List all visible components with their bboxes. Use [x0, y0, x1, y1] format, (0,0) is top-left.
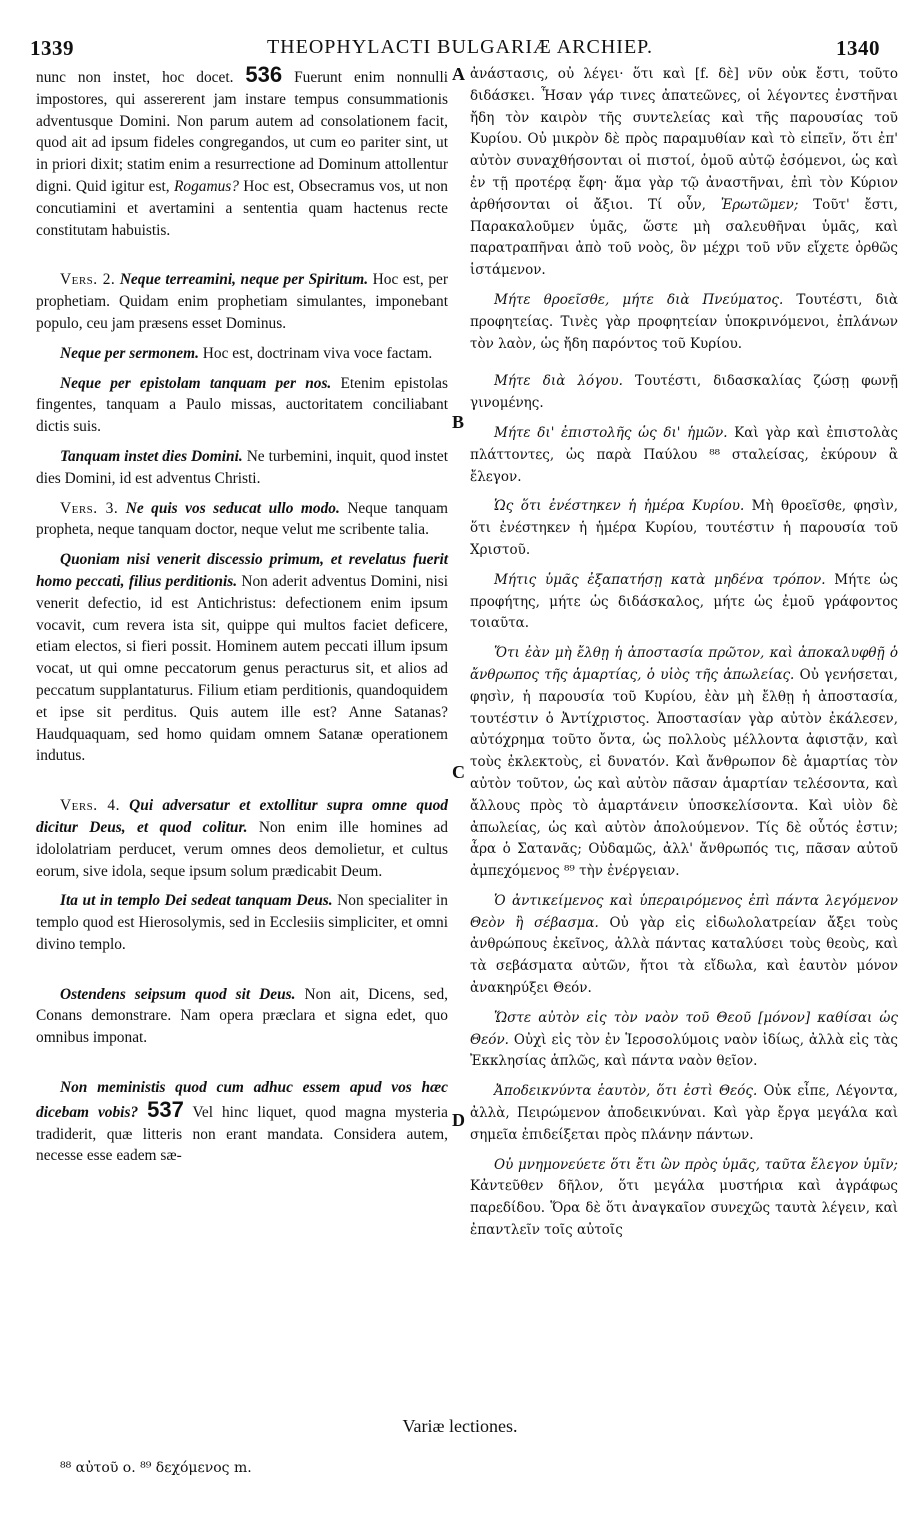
lemma: Ὥστε αὐτὸν εἰς τὸν ναὸν τοῦ Θεοῦ [μόνον] καθίσαι ὡς Θεόν. — [470, 1009, 898, 1048]
lemma: Ὅτι ἐὰν μὴ ἔλθῃ ἡ ἀποστασία πρῶτον, καὶ ἀποκαλυφθῇ ὁ ἄνθρωπος τῆς ἁμαρτίας, ὁ υἱὸς τῆς ἀπωλείας. — [470, 645, 898, 683]
text: Οὐ γενήσεται, φησὶν, ἡ παρουσία τοῦ Κυρίου, ἐὰν μὴ ἔλθῃ ἡ ἀποστασία, τουτέστιν ὁ Ἀντίχριστος. Ἀποστασίαν γὰρ αὐτὸν ἐκάλεσεν, αὐτόχρημα τοῦτο ὄντα, ὡς πολλοὺς μέλλοντα ἀφιστᾷν, καὶ τοὺς ἐκλεκτοὺς, εἰ δυνατόν. Καὶ ἄνθρωπον δὲ ἁμαρτίας τὸν αὐτὸν τοῦτον, ὡς καὶ αὐτὸν πᾶσαν ἁμαρτίαν τελέσοντα, καὶ ἄλλους πρὸς τὸ ἁμαρτάνειν ὑποσκελίσοντα. Καὶ υἱὸν δὲ ἀπωλείας, ὡς καὶ αὐτὸν ἀπολούμενον. Τίς δὲ οὗτός ἐστιν; ἆρα ὁ Σατανᾶς; Οὐδαμῶς, ἀλλ' ἄνθρωπός τις, πᾶσαν αὐτοῦ ἀμπεχόμενος ⁸⁹ τὴν ἐνέργειαν. — [470, 666, 898, 880]
page-number-left: 1339 — [30, 36, 74, 60]
greek-paragraph — [470, 496, 898, 561]
text: Μήτε ὡς προφήτης, μήτε ὡς διδάσκαλος, μήτε ὡς ἐμοῦ γράφοντος τοιαῦτα. — [470, 571, 898, 632]
lemma: Neque terreamini, neque per Spiritum. — [119, 271, 369, 289]
margin-letter-c: C — [452, 762, 465, 782]
lemma: Ostendens seipsum quod sit Deus. — [60, 985, 296, 1003]
lemma: Neque per sermonem. — [60, 344, 199, 362]
latin-paragraph — [36, 549, 448, 767]
page-header — [0, 26, 920, 66]
lemma: Neque per epistolam tanquam per nos. — [60, 374, 332, 392]
latin-column — [36, 64, 448, 1167]
lemma: Μήτις ὑμᾶς ἐξαπατήσῃ κατὰ μηδένα τρόπον. — [494, 571, 826, 588]
text: Οὐχὶ εἰς τὸν ἐν Ἱεροσολύμοις ναὸν ἰδίως, ἀλλὰ εἰς τὰς Ἐκκλησίας ἁπλῶς, καὶ πάντα ναὸν θεῖον. — [470, 1031, 898, 1070]
text: Non ait, Dicens, sed, Conans demonstrare. Nam opera præclara et signa edet, quo omnibus imponat. — [36, 985, 448, 1047]
text: Non aderit adventus Domini, nisi venerit defectio, id est Antichristus: defectionem enim ipsum vocavit, cum revera ista sit, quippe qui multos faciet deficere, etiam electos, si fieri possit. Hominem autem peccati illum ipsum vocat, ut qui omne peccatorum genus peracturus sit, et alios ad peccatum supplantaturus. Filium etiam perditionis, quandoquidem et ipse sit perditus. Quis autem ille est? Anne Satanas? Haudquaquam, sed homo quidam omnem Satanæ operationem indutus. — [36, 572, 448, 765]
latin-paragraph — [36, 343, 448, 365]
greek-paragraph — [470, 290, 898, 355]
column-number: 536 — [245, 62, 283, 87]
lemma: Quoniam nisi venerit discessio primum, et revelatus fuerit homo peccati, filius perditionis. — [36, 551, 448, 590]
lemma: Ὡς ὅτι ἐνέστηκεν ἡ ἡμέρα Κυρίου. — [494, 498, 745, 515]
greek-paragraph — [470, 1008, 898, 1073]
page-number-right: 1340 — [836, 36, 880, 60]
text: Τοῦτ' ἔστι, Παρακαλοῦμεν ὑμᾶς, ὥστε μὴ σαλευθῆναι ὑμᾶς, καὶ παρατραπῆναι ἀπὸ τοῦ νοὸς, ὃν μέχρι τοῦ νῦν εἴχετε ὀρθῶς ἱστάμενον. — [470, 196, 898, 279]
text: Non specialiter in templo quod est Hierosolymis, sed in Ecclesiis simpliciter, et omni divino templo. — [36, 892, 448, 953]
latin-paragraph — [36, 1077, 448, 1167]
verse-label: Vers. 3. — [60, 499, 119, 517]
text: Hoc est, per prophetiam. Quidam enim prophetiam simulantes, imponebant populo, ceu jam præsens esset Dominus. — [36, 271, 448, 332]
margin-letter-a: A — [452, 64, 465, 84]
variae-lectiones-heading: Variæ lectiones. — [402, 1416, 518, 1436]
footnotes: ⁸⁸ αὐτοῦ ο. ⁸⁹ δεχόμενος m. — [60, 1460, 252, 1476]
lemma: Ἀποδεικνύντα ἑαυτὸν, ὅτι ἐστὶ Θεός. — [494, 1083, 758, 1100]
text: Hoc est, doctrinam viva voce factam. — [198, 344, 433, 362]
text: Μὴ θροεῖσθε, φησὶν, ὅτι ἐνέστηκεν ἡ ἡμέρα Κυρίου, τουτέστιν ἡ παρουσία τοῦ Χριστοῦ. — [470, 498, 898, 558]
greek-paragraph — [470, 1081, 898, 1146]
verse-label: Vers. 2. — [60, 271, 116, 289]
lemma: Μήτε δι' ἐπιστολῆς ὡς δι' ἡμῶν. — [494, 424, 728, 441]
lemma: Qui adversatur et extollitur supra omne quod dicitur Deus, et quod colitur. — [36, 797, 448, 836]
latin-paragraph — [36, 446, 448, 490]
latin-paragraph — [36, 795, 448, 882]
latin-paragraph — [36, 890, 448, 955]
lemma: Οὐ μνημονεύετε ὅτι ἔτι ὢν πρὸς ὑμᾶς, ταῦτα ἔλεγον ὑμῖν; — [494, 1156, 898, 1173]
greek-paragraph — [470, 570, 898, 635]
text: Hoc est, Obsecramus vos, ut non concutiamini et avertamini a sententia quam hactenus recte constitutam habuistis. — [36, 177, 449, 239]
text: Τουτέστι, διὰ προφητείας. Τινὲς γὰρ προφητείαν ὑποκρινόμενοι, ἐπλάνων τὸν λαὸν, ὡς ἤδη παρόντος τοῦ Κυρίου. — [470, 291, 898, 352]
text: Οὐκ εἶπε, Λέγοντα, ἀλλὰ, Πειρώμενον ἀποδεικνύναι. Καὶ γὰρ ἔργα μεγάλα καὶ σημεῖα ἐπιδείξεται πρὸς πλάνην πάντων. — [470, 1083, 898, 1143]
verse-label: Vers. 4. — [60, 797, 120, 815]
greek-paragraph — [470, 891, 898, 1000]
latin-paragraph — [36, 498, 448, 542]
margin-letter-b: B — [452, 412, 465, 432]
latin-paragraph — [36, 269, 448, 334]
text: Fuerunt enim nonnulli impostores, qui assererent jam instare tempus consummationis adventusque Domini. Non parum autem ad consolationem facit, quod ait ad ipsum fideles congregandos, ut cum eo pariter sint, ut in priori dixit; statim enim a resurrectione ad Dominum attollentur digni. Quid igitur est, — [36, 69, 448, 195]
lemma: Ita ut in templo Dei sedeat tanquam Deus. — [60, 892, 333, 910]
lemma: Ne quis vos seducat ullo modo. — [125, 499, 340, 517]
greek-paragraph — [470, 64, 898, 282]
greek-paragraph — [470, 1155, 898, 1242]
lemma: Μήτε διὰ λόγου. — [494, 373, 623, 390]
running-title: THEOPHYLACTI BULGARIÆ ARCHIEP. — [266, 36, 654, 58]
text: Ne turbemini, inquit, quod instet dies Domini, id est adventus Christi. — [36, 447, 448, 487]
text: nunc non instet, hoc docet. — [36, 69, 246, 86]
text: Neque tanquam propheta, neque tanquam doctor, neque velut me scribente talia. — [36, 499, 448, 539]
lemma: Μήτε θροεῖσθε, μήτε διὰ Πνεύματος. — [494, 291, 784, 308]
text: Οὐ γὰρ εἰς εἰδωλολατρείαν ἄξει τοὺς ἀνθρώπους ἐκεῖνος, ἀλλὰ πάντας καταλύσει τοὺς θεοὺς, καὶ τὰ σεβάσματα αὐτῶν, ἤτοι τὰ εἴδωλα, καὶ ἑαυτὸν μόνον ἀνακηρύξει Θεόν. — [470, 914, 898, 997]
latin-paragraph — [36, 373, 448, 438]
latin-paragraph — [36, 984, 448, 1049]
text: Κἀντεῦθεν δῆλον, ὅτι μεγάλα μυστήρια καὶ ἀγράφως παρεδίδου. Ὅρα δὲ ὅτι ἀναγκαῖον συνεχῶς ταυτὰ λέγειν, καὶ ἐπαντλεῖν τοῖς αὐτοῖς — [470, 1178, 898, 1239]
column-number: 537 — [147, 1096, 184, 1122]
margin-letter-d: D — [452, 1110, 465, 1130]
lemma: Non meministis quod cum adhuc essem apud vos hæc dicebam vobis? — [36, 1079, 448, 1121]
latin-paragraph — [36, 64, 448, 241]
lemma: Rogamus? — [173, 177, 239, 195]
lemma: Ὁ ἀντικείμενος καὶ ὑπεραιρόμενος ἐπὶ πάντα λεγόμενον Θεὸν ἢ σέβασμα. — [470, 892, 898, 931]
text: Καὶ γὰρ καὶ ἐπιστολὰς πλάττοντες, ὡς παρὰ Παύλου ⁸⁸ σταλείσας, ἐκύρουν ἃ ἔλεγον. — [470, 424, 898, 485]
text: Τουτέστι, διδασκαλίας ζώσῃ φωνῇ γινομένης. — [470, 373, 898, 412]
text: Etenim epistolas fingentes, tanquam a Paulo missas, auctoritatem conciliabant dictis suis. — [36, 374, 448, 436]
text: Vel hinc liquet, quod magna mysteria tradiderit, quæ litteris non erant mandata. Considera autem, necesse esse eadem sæ- — [36, 1103, 448, 1165]
text: Non enim ille homines ad idololatriam perducet, verum omnes deos demolietur, et cultus eorum, sive idola, seque ipsum solum prædicabit Deum. — [36, 818, 449, 880]
greek-paragraph — [470, 423, 898, 488]
lemma: Ἐρωτῶμεν; — [720, 196, 799, 213]
lemma: Tanquam instet dies Domini. — [60, 447, 243, 465]
text: ἀνάστασις, οὐ λέγει· ὅτι καὶ [f. δὲ] νῦν οὐκ ἔστι, τοῦτο διδάσκει. Ἦσαν γάρ τινες ἀπατεῶνες, οἱ λέγοντες ἐνστῆναι ἤδη τὸν καιρὸν τῆς συντελείας καὶ τῆς παρουσίας τοῦ Κυρίου. Οὐ μικρὸν δὲ πρὸς παραμυθίαν καὶ τὸ εἰπεῖν, ὅτι ἐπ' αὐτὸν συναχθήσονται οἱ πιστοί, ὁμοῦ αὐτῷ ἐσόμενοι, ὡς καὶ ἐν τῇ προτέρᾳ ἔφη· ἅμα γὰρ τῷ ἀναστῆναι, ἐπὶ τὸν Κύριον ἀρθήσονται οἱ ἄξιοι. Τί οὖν, — [470, 66, 898, 213]
greek-paragraph — [470, 371, 898, 415]
greek-paragraph — [470, 643, 898, 883]
greek-column — [470, 64, 898, 1242]
